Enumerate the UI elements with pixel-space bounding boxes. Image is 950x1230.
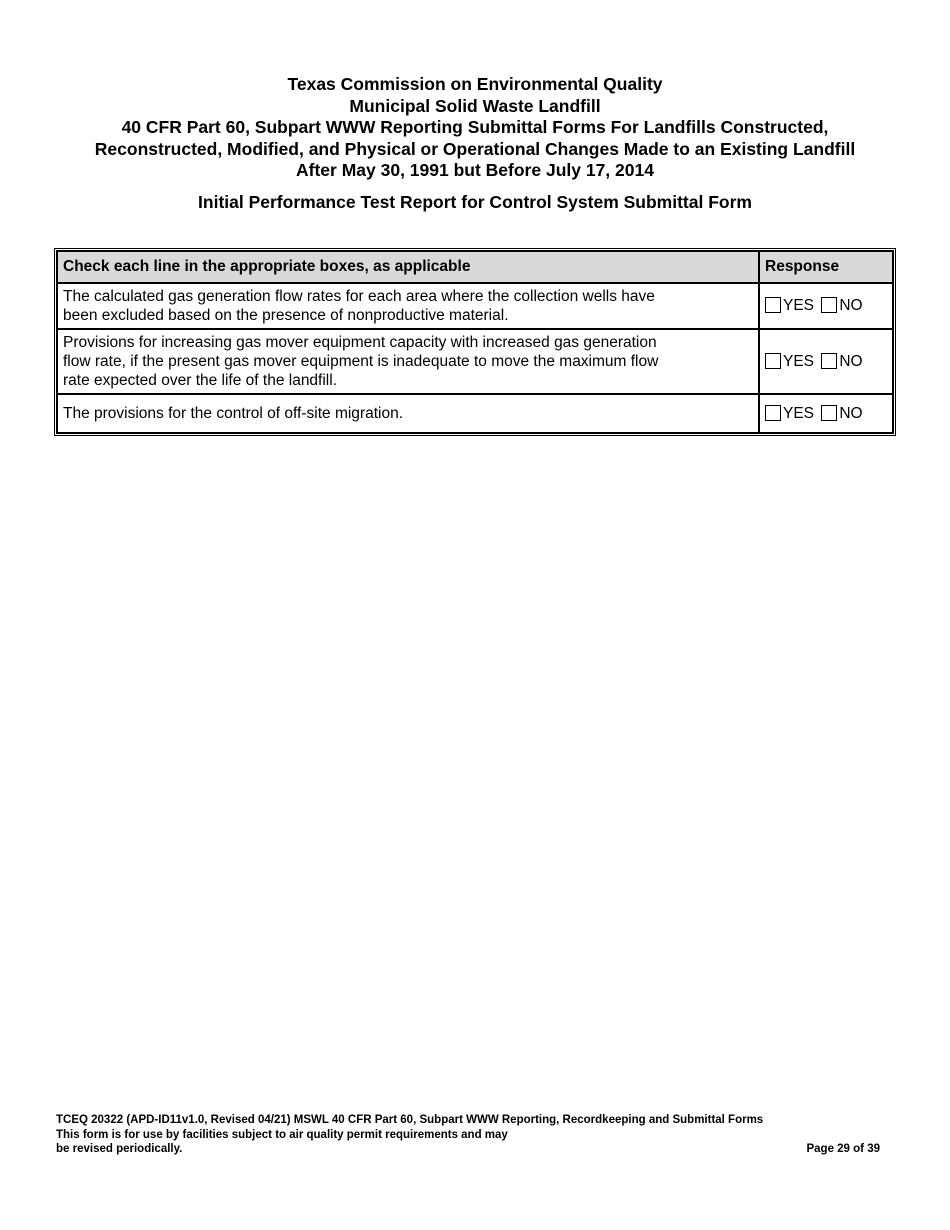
checklist-table [54,248,896,436]
form-title: Initial Performance Test Report for Control System Submittal Form [198,191,752,212]
header-agency: Texas Commission on Environmental Quality [287,74,663,94]
footer-form-id: TCEQ 20322 (APD-ID11v1.0, Revised 04/21) MSWL 40 CFR Part 60, Subpart WWW Reporting, Recordkeeping and Submittal Forms [56,1114,764,1126]
footer-notice-cont: be revised periodically. [56,1143,183,1155]
no-label: NO [839,404,863,422]
no-label: NO [839,352,863,370]
table-row [57,329,893,394]
response-cell [759,283,893,329]
response-column-header: Response [759,251,893,283]
yes-checkbox[interactable] [765,353,781,369]
question-text: been excluded based on the presence of nonproductive material. [63,307,509,324]
question-text: flow rate, if the present gas mover equipment is inadequate to move the maximum flow [63,353,659,370]
yes-checkbox[interactable] [765,405,781,421]
question-text: Provisions for increasing gas mover equipment capacity with increased gas generation [63,334,657,351]
header-program: Municipal Solid Waste Landfill [349,95,601,116]
no-checkbox[interactable] [821,405,837,421]
page-number: Page 29 of 39 [806,1143,880,1155]
table-header-row [57,251,893,283]
yes-label: YES [783,404,815,422]
instruction-column-header: Check each line in the appropriate boxes, as applicable [57,251,759,283]
question-cell [57,283,759,329]
no-label: NO [839,297,863,314]
table-row [57,394,893,433]
document-footer [56,1113,880,1157]
response-cell [759,329,893,394]
header-regulation: 40 CFR Part 60, Subpart WWW Reporting Submittal Forms For Landfills Constructed, [121,117,829,137]
footer-notice: This form is for use by facilities subject to air quality permit requirements and may [56,1128,508,1141]
question-cell [57,394,759,433]
yes-checkbox[interactable] [765,297,781,313]
response-cell [759,394,893,433]
header-date-range: After May 30, 1991 but Before July 17, 2014 [296,160,654,180]
table-row [57,283,893,329]
document-header [40,74,910,213]
header-regulation-cont: Reconstructed, Modified, and Physical or Operational Changes Made to an Existing Landfill [94,138,856,159]
question-text: The calculated gas generation flow rates for each area where the collection wells have [63,288,655,305]
yes-label: YES [783,297,815,314]
no-checkbox[interactable] [821,353,837,369]
question-text: The provisions for the control of off-site migration. [63,405,404,422]
question-cell [57,329,759,394]
no-checkbox[interactable] [821,297,837,313]
yes-label: YES [783,352,815,370]
question-text: rate expected over the life of the landfill. [63,372,337,389]
